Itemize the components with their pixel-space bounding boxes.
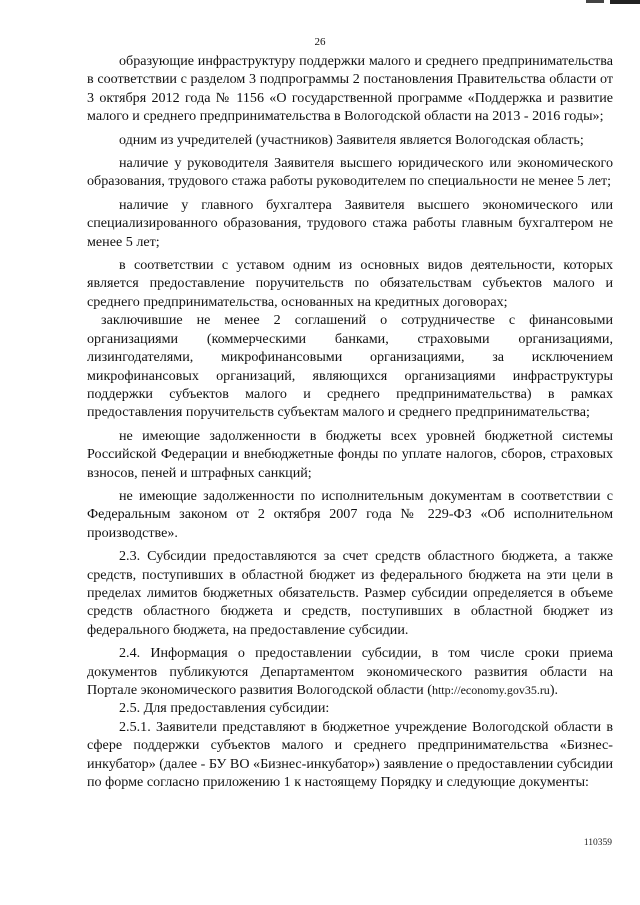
paragraph-text: ). — [549, 682, 559, 698]
paragraph: 2.3. Субсидии предоставляются за счет средств областного бюджета, а также средств, поступивших в областной бюджет из федерального бюджета на эти цели в пределах лимитов бюджетных обязательств. Размер субсидии определяется в объеме средств областного бюджета и средств, поступивших в областной бюджет из федерального бюджета, на предоставление субсидии. — [87, 548, 613, 638]
paragraph: наличие у главного бухгалтера Заявителя высшего экономического или специализированного образования, трудового стажа работы главным бухгалтером не менее 5 лет; — [87, 196, 613, 250]
paragraph: не имеющие задолженности в бюджеты всех уровней бюджетной системы Российской Федерации и внебюджетные фонды по уплате налогов, сборов, страховых взносов, пеней и штрафных санкций; — [87, 427, 613, 481]
paragraph — [87, 644, 613, 699]
paragraph: не имеющие задолженности по исполнительным документам в соответствии с Федеральным законом от 2 октября 2007 года № 229-ФЗ «Об исполнительном производстве». — [87, 487, 613, 541]
portal-link[interactable]: http://economy.gov35.ru — [431, 683, 550, 697]
paragraph: 2.5. Для предоставления субсидии: — [119, 700, 330, 717]
paragraph: 2.5.1. Заявители представляют в бюджетное учреждение Вологодской области в сфере поддержки субъектов малого и среднего предпринимательства «Бизнес-инкубатор» (далее - БУ ВО «Бизнес-инкубатор») заявление о предоставлении субсидии по форме согласно приложению 1 к настоящему Порядку и следующие документы: — [87, 718, 613, 791]
paragraph: одним из учредителей (участников) Заявителя является Вологодская область; — [119, 131, 584, 148]
document-id: 110359 — [583, 838, 612, 848]
scan-mark — [610, 0, 640, 4]
paragraph: заключившие не менее 2 соглашений о сотрудничестве с финансовыми организациями (коммерческими банками, страховыми организациями, лизингодателями, микрофинансовыми организациями, за исключением микрофинансовых организаций, являющихся организациями инфраструктуры поддержки субъектов малого и среднего предпринимательства) в рамках предоставления поручительств субъектам малого и среднего предпринимательства; — [87, 312, 613, 421]
paragraph-text: 2.4. Информация о предоставлении субсидии, в том числе сроки приема документов публикуются Департаментом экономического развития области на Портале экономического развития Вологодской области ( — [87, 645, 613, 698]
paragraph: наличие у руководителя Заявителя высшего юридического или экономического образования, трудового стажа работы руководителем по специальности не менее 5 лет; — [87, 155, 613, 190]
scan-mark — [586, 0, 604, 3]
page-number: 26 — [314, 36, 326, 48]
document-body — [87, 52, 613, 791]
paragraph: образующие инфраструктуру поддержки малого и среднего предпринимательства в соответствии с разделом 3 подпрограммы 2 постановления Правительства области от 3 октября 2012 года № 1156 «О государственной программе «Поддержка и развитие малого и среднего предпринимательства в Вологодской области на 2013 - 2016 годы»; — [87, 53, 613, 125]
paragraph: в соответствии с уставом одним из основных видов деятельности, которых является предоставление поручительств по обязательствам субъектов малого и среднего предпринимательства, основанных на кредитных договорах; — [87, 257, 613, 310]
